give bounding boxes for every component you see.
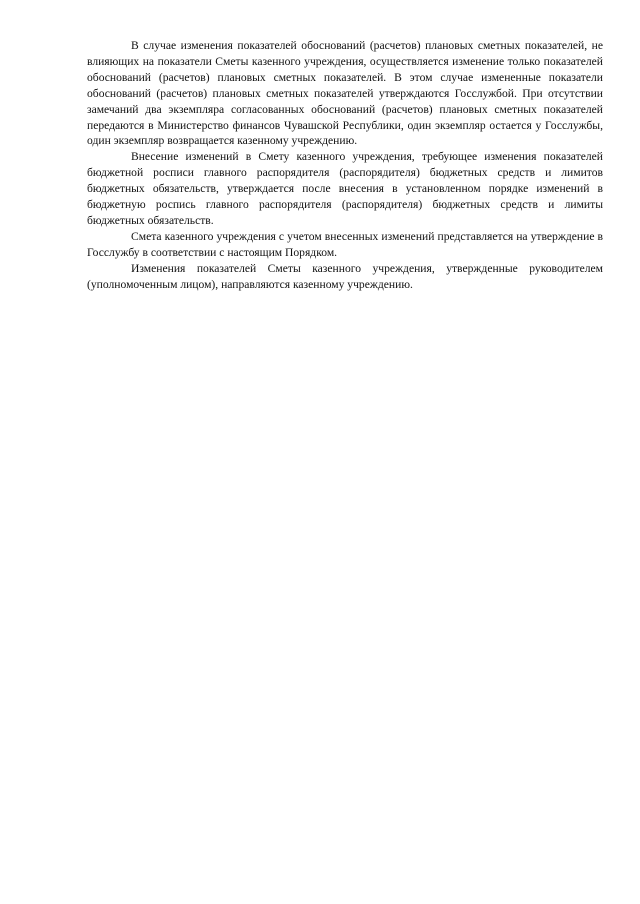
paragraph-budget-justification-changes: В случае изменения показателей обоснований (расчетов) плановых сметных показателей, не влияющих на показатели Сметы казенного учреждения, осуществляется изменение только показателей обоснований (расчетов) плановых сметных показателей. В этом случае измененные показатели обоснований (расчетов) плановых сметных показателей утверждаются Госслужбой. При отсутствии замечаний два экземпляра согласованных обоснований (расчетов) плановых сметных показателей передаются в Министерство финансов Чувашской Республики, один экземпляр остается у Госслужбы, один экземпляр возвращается казенному учреждению. [87,39,603,148]
paragraph-estimate-approval: Изменения показателей Сметы казенного учреждения, утвержденные руководителем (уполномоченным лицом), направляются казенному учреждению. [87,261,603,291]
document-body [87,38,603,293]
paragraph-estimate-submission: Смета казенного учреждения с учетом внесенных изменений представляется на утверждение в Госслужбу в соответствии с настоящим Порядком. [87,229,603,259]
paragraph-estimate-amendment: Внесение изменений в Смету казенного учреждения, требующее изменения показателей бюджетной росписи главного распорядителя (распорядителя) бюджетных средств и лимитов бюджетных обязательств, утверждается после внесения в установленном порядке изменений в бюджетную роспись главного распорядителя (распорядителя) бюджетных средств и лимиты бюджетных обязательств. [87,150,603,227]
